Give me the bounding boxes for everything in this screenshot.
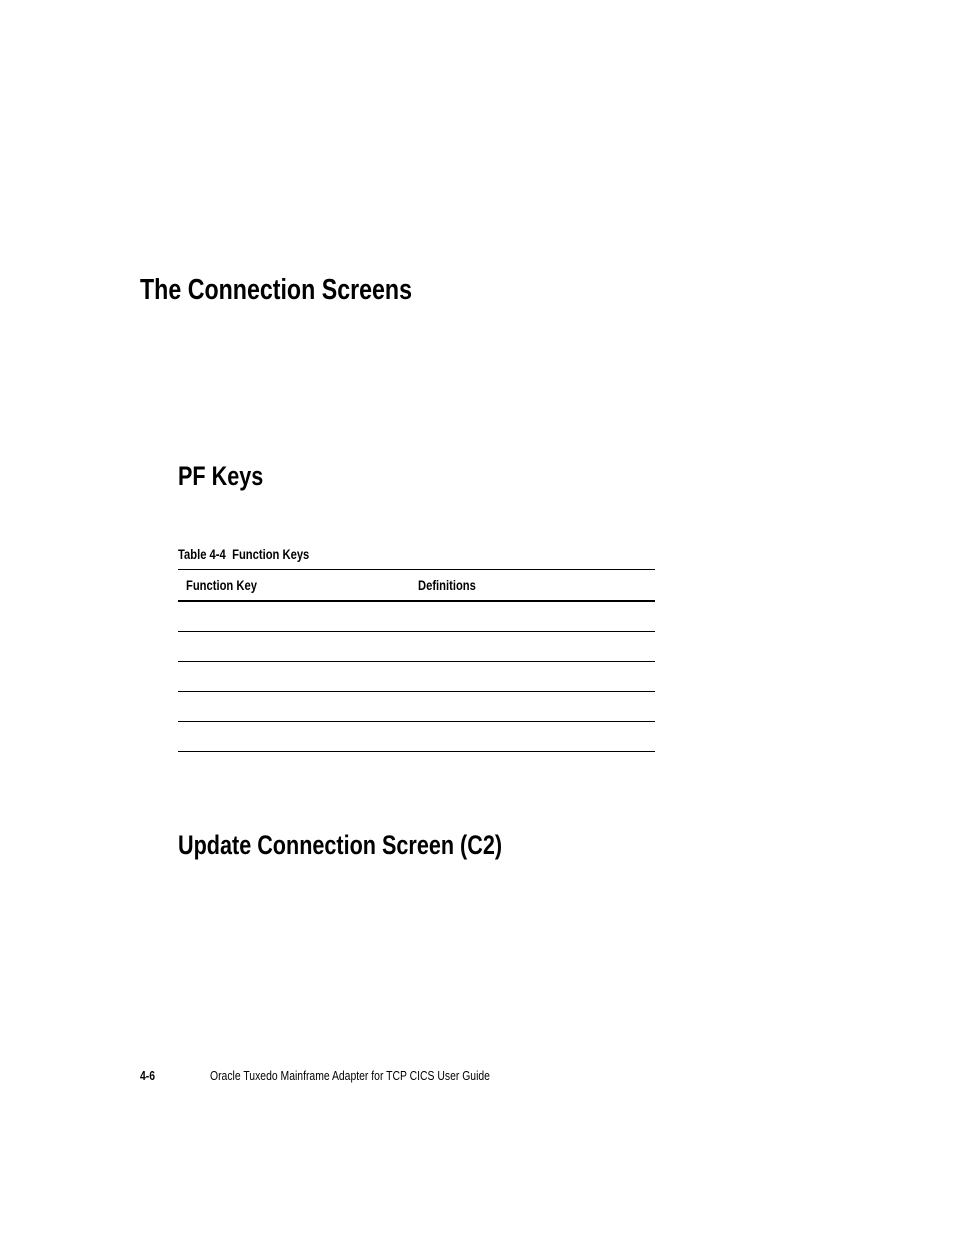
table-cell	[410, 722, 655, 752]
table-cell	[178, 601, 410, 632]
table-cell	[178, 662, 410, 692]
table-row	[178, 601, 655, 632]
table-header-row	[178, 570, 655, 602]
table-cell	[178, 692, 410, 722]
column-header-definitions: Definitions	[410, 570, 655, 602]
footer-book-title: Oracle Tuxedo Mainframe Adapter for TCP CICS User Guide	[210, 1068, 490, 1083]
table-cell	[410, 601, 655, 632]
table-cell	[178, 722, 410, 752]
table-caption	[178, 545, 342, 563]
table-cell	[178, 632, 410, 662]
footer-page-number: 4-6	[140, 1068, 156, 1083]
table-cell	[410, 632, 655, 662]
table-row	[178, 632, 655, 662]
table-cell	[410, 692, 655, 722]
table-caption-title: Function Keys	[232, 546, 310, 562]
pf-keys-heading: PF Keys	[178, 461, 264, 491]
column-header-function-key: Function Key	[178, 570, 410, 602]
update-connection-heading: Update Connection Screen (C2)	[178, 830, 503, 860]
table-row	[178, 692, 655, 722]
table-row	[178, 722, 655, 752]
function-keys-table	[178, 569, 655, 752]
table-cell	[410, 662, 655, 692]
table-caption-label: Table 4-4	[178, 546, 226, 562]
table-row	[178, 662, 655, 692]
section-title: The Connection Screens	[140, 274, 413, 306]
